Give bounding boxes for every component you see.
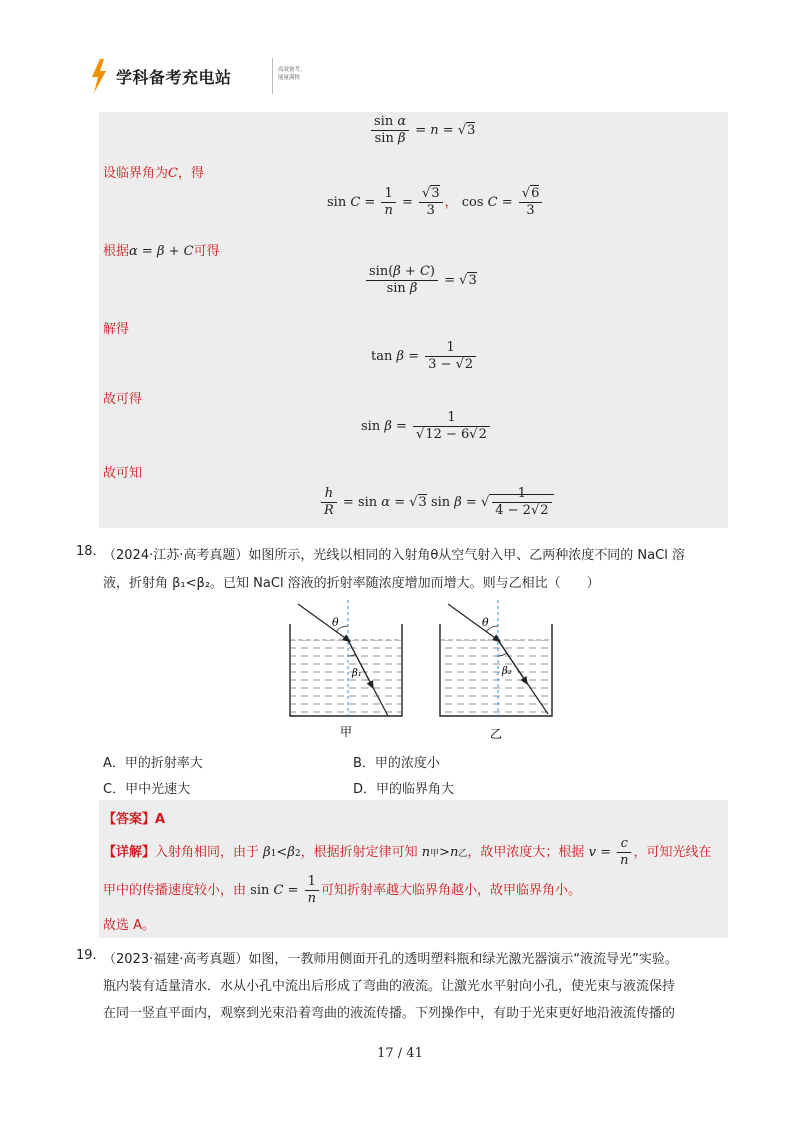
angle-relation-text: 根据α = β + C可得 [103,244,220,259]
option-d[interactable]: D．甲的临界角大 [353,782,455,797]
brand-title: 学科备考充电站 [116,68,232,87]
detail-line-2: 甲中的传播速度较小，由 sin C = $\frac{1}{n}$ 可知折射率越大临界角越小，故甲临界角小。 [103,874,582,906]
equation-tan-beta: tan β = $\frac{1}{3 - √2}$ [371,340,478,373]
q18-number: 18. [76,544,97,559]
equation-sinC-cosC: sin C = $\frac{1}{n}$ = $\frac{√3}{3}$ ， cos C = $\frac{√6}{3}$ [327,186,544,219]
option-a[interactable]: A．甲的折射率大 [103,756,203,771]
equation-snell: $\frac{\text{sin α}}{\text{sin β}}$ = n = √3 [369,114,475,147]
brand-divider [272,58,273,94]
solution-block [99,112,728,528]
equation-h-over-R: $\frac{h}{R}$ = sin α = √3 sin β = √ $\frac{1}{4 - 2√2}$ [319,486,554,519]
q19-line2: 瓶内装有适量清水．水从小孔中流出后形成了弯曲的液流。让激光水平射向小孔，使光束与液流保持 [103,979,676,994]
lightning-bolt-icon [90,59,108,93]
beaker-left [290,600,402,716]
detail-line-3: 故选 A。 [103,918,156,933]
refraction-figure [276,596,556,746]
page-number: 17 / 41 [377,1046,423,1061]
q19-line3: 在同一竖直平面内，观察到光束沿着弯曲的液流传播。下列操作中，有助于光束更好地沿液流传播的 [103,1006,676,1021]
beaker-right [440,600,552,716]
solve-text: 解得 [103,322,130,337]
equation-sin-beta: sin β = $\frac{1}{√12 - 6√2}$ [361,410,492,443]
brand-slogan: 高效备考，能量满格 [278,67,306,81]
q19-number: 19. [76,948,97,963]
theta-label-right: θ [482,616,489,629]
critical-angle-text: 设临界角为C，得 [103,166,204,181]
figure-label-right: 乙 [490,727,503,741]
beta2-label: β₂ [502,666,512,677]
q18-line2: 液，折射角 β₁<β₂。已知 NaCl 溶液的折射率随浓度增加而增大。则与乙相比（ ） [103,576,600,591]
option-c[interactable]: C．甲中光速大 [103,782,191,797]
conclusion-text: 故可知 [103,466,143,481]
figure-label-left: 甲 [340,725,353,739]
theta-label-left: θ [332,616,339,629]
detail-line-1: 【详解】入射角相同，由于 β1<β2，根据折射定律可知 n甲>n乙，故甲浓度大；根据 v = $\frac{c}{n}$ ，可知光线在 [103,836,712,868]
answer-block [99,800,728,938]
option-b[interactable]: B．甲的浓度小 [353,756,440,771]
q18-line1: （2024·江苏·高考真题）如图所示，光线以相同的入射角θ从空气射入甲、乙两种浓度不同的 NaCl 溶 [103,548,685,563]
answer-line: 【答案】A [103,812,166,827]
equation-sin-sum: $\frac{\sin(\beta + C)}{\text{sin β}}$ = √3 [364,264,477,297]
q19-line1: （2023·福建·高考真题）如图，一教师用侧面开孔的透明塑料瓶和绿光激光器演示“液流导光”实验。 [103,952,678,967]
beta1-label: β₁ [352,668,362,679]
brand-header [76,56,306,96]
therefore-text: 故可得 [103,392,143,407]
